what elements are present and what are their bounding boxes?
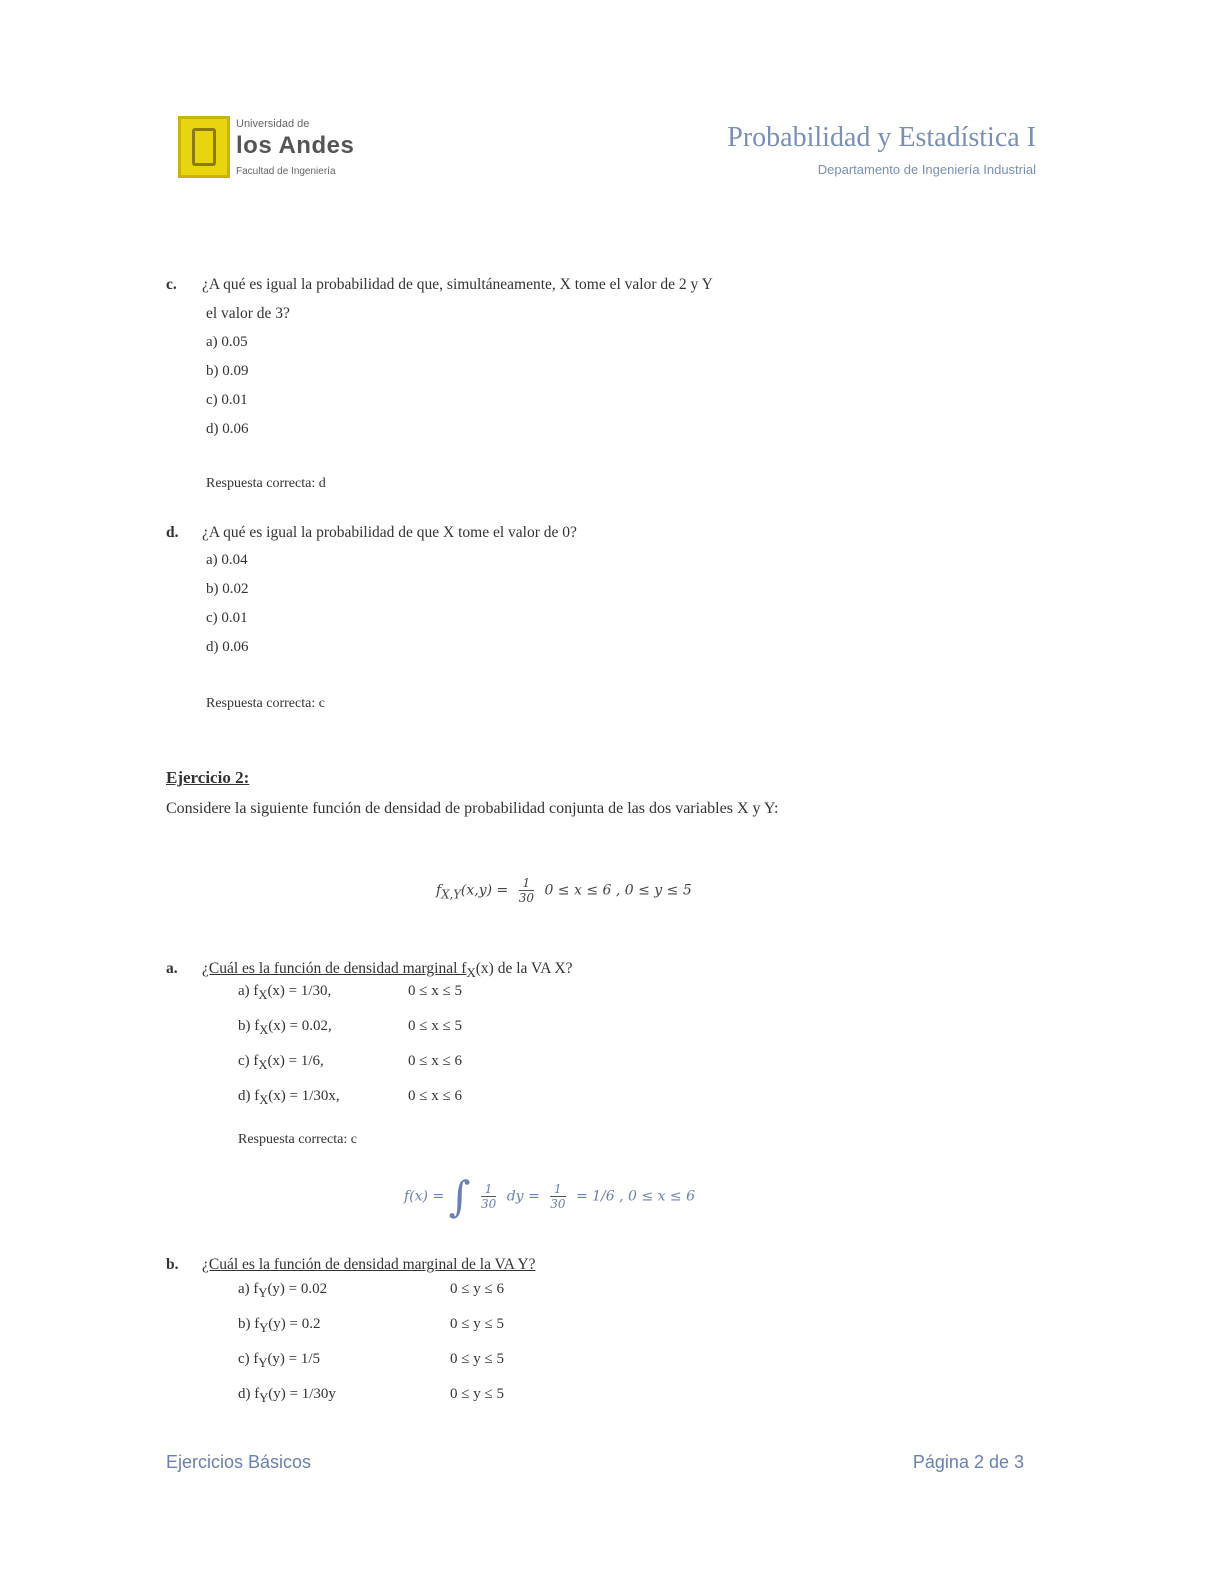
question-number: b.: [166, 1256, 179, 1273]
exercise-paragraph: Considere la siguiente función de densidad de probabilidad conjunta de las dos variables X y Y:: [166, 800, 779, 817]
option-row: [238, 1274, 504, 1309]
option-f: a) f: [238, 1281, 259, 1297]
option-domain: 0 ≤ x ≤ 6: [408, 1053, 462, 1069]
option-domain: 0 ≤ y ≤ 5: [450, 1316, 504, 1332]
option-row: [238, 1011, 462, 1046]
solution-formula: [404, 1172, 695, 1221]
logo-line3: Facultad de Ingeniería: [236, 166, 336, 177]
solution-mid: dy =: [506, 1188, 540, 1205]
solution-right: = 1/6 , 0 ≤ x ≤ 6: [575, 1188, 696, 1205]
options-c: [206, 328, 249, 444]
integral-sign: ∫: [448, 1172, 471, 1221]
option-sub: X: [258, 988, 268, 1002]
option-sub: X: [259, 1023, 269, 1037]
solution-left: f(x) =: [404, 1188, 445, 1205]
option-sub: Y: [259, 1321, 269, 1335]
solution-num: 1: [481, 1182, 496, 1197]
option-value: (x) = 1/30,: [267, 983, 332, 999]
option: b) 0.09: [206, 363, 249, 379]
option-f: b) f: [238, 1316, 260, 1332]
solution-fraction2: [550, 1182, 565, 1211]
question-text: ¿A qué es igual la probabilidad de que, simultáneamente, X tome el valor de 2 y Y: [202, 276, 713, 293]
option-domain: 0 ≤ y ≤ 6: [450, 1281, 504, 1297]
option-row: [238, 976, 462, 1011]
formula-fraction: [519, 876, 534, 905]
question-text-end: (x) de la VA X?: [475, 960, 573, 977]
option-sub: Y: [258, 1356, 268, 1370]
option-row: [238, 1309, 504, 1344]
question-number: c.: [166, 276, 177, 293]
option-domain: 0 ≤ x ≤ 5: [408, 983, 462, 999]
answer-c: Respuesta correcta: d: [206, 476, 326, 491]
formula-den: 30: [518, 891, 534, 905]
university-logo: [178, 116, 230, 178]
formula-domain: 0 ≤ x ≤ 6 , 0 ≤ y ≤ 5: [544, 882, 692, 899]
option-value: (y) = 1/30y: [268, 1386, 336, 1402]
logo-line1: Universidad de: [236, 118, 310, 130]
option-row: [238, 1379, 504, 1414]
footer-page-number: Página 2 de 3: [912, 1452, 1024, 1472]
options-d: [206, 546, 249, 662]
option-value: (y) = 0.2: [268, 1316, 321, 1332]
logo-line2: los Andes: [236, 132, 355, 159]
option: a) 0.05: [206, 334, 248, 350]
solution-den2: 30: [550, 1197, 566, 1211]
option: b) 0.02: [206, 581, 249, 597]
option-value: (y) = 1/5: [267, 1351, 321, 1367]
formula-sub: X,Y: [441, 887, 461, 902]
crest-icon: [192, 128, 216, 166]
option: c) 0.01: [206, 610, 248, 626]
option-f: d) f: [238, 1386, 260, 1402]
density-formula: [436, 876, 692, 905]
solution-den: 30: [480, 1197, 497, 1211]
solution-num2: 1: [550, 1182, 565, 1197]
formula-f: f: [436, 882, 442, 899]
question-sub: X: [466, 965, 476, 981]
formula-num: 1: [519, 876, 534, 891]
question-c: [166, 270, 1046, 328]
course-subtitle: Departamento de Ingeniería Industrial: [817, 162, 1036, 177]
option-value: (x) = 1/6,: [267, 1053, 324, 1069]
question-text-cont: el valor de 3?: [206, 305, 290, 322]
option: d) 0.06: [206, 421, 249, 437]
question-text: ¿Cuál es la función de densidad marginal f: [202, 960, 467, 977]
question-d: [166, 518, 1046, 547]
option: a) 0.04: [206, 552, 248, 568]
logo-text: [236, 118, 354, 177]
solution-fraction: [481, 1182, 496, 1211]
option-row: [238, 1046, 462, 1081]
option-f: c) f: [238, 1351, 259, 1367]
question-number: d.: [166, 524, 179, 541]
options-b: [238, 1274, 504, 1414]
formula-args: (x,y) =: [460, 882, 509, 899]
option-domain: 0 ≤ x ≤ 6: [408, 1088, 462, 1104]
option-domain: 0 ≤ x ≤ 5: [408, 1018, 462, 1034]
option-f: c) f: [238, 1053, 259, 1069]
question-text: ¿Cuál es la función de densidad marginal de la VA Y?: [202, 1256, 536, 1273]
option-value: (x) = 0.02,: [268, 1018, 332, 1034]
exercise-heading: Ejercicio 2:: [166, 768, 250, 787]
answer-d: Respuesta correcta: c: [206, 696, 325, 711]
option-f: b) f: [238, 1018, 260, 1034]
option-sub: X: [259, 1093, 269, 1107]
options-a: [238, 976, 462, 1116]
option-f: a) f: [238, 983, 259, 999]
option-sub: X: [258, 1058, 268, 1072]
option-domain: 0 ≤ y ≤ 5: [450, 1351, 504, 1367]
question-number: a.: [166, 960, 178, 977]
answer-a: Respuesta correcta: c: [238, 1132, 357, 1147]
option-sub: Y: [259, 1391, 269, 1405]
question-text: ¿A qué es igual la probabilidad de que X tome el valor de 0?: [202, 524, 577, 541]
option: d) 0.06: [206, 639, 249, 655]
footer-left: Ejercicios Básicos: [166, 1452, 312, 1472]
option-value: (x) = 1/30x,: [268, 1088, 340, 1104]
option-f: d) f: [238, 1088, 260, 1104]
option: c) 0.01: [206, 392, 248, 408]
option-sub: Y: [258, 1286, 268, 1300]
option-row: [238, 1081, 462, 1116]
course-title: Probabilidad y Estadística I: [727, 122, 1036, 153]
option-row: [238, 1344, 504, 1379]
option-value: (y) = 0.02: [267, 1281, 328, 1297]
option-domain: 0 ≤ y ≤ 5: [450, 1386, 504, 1402]
